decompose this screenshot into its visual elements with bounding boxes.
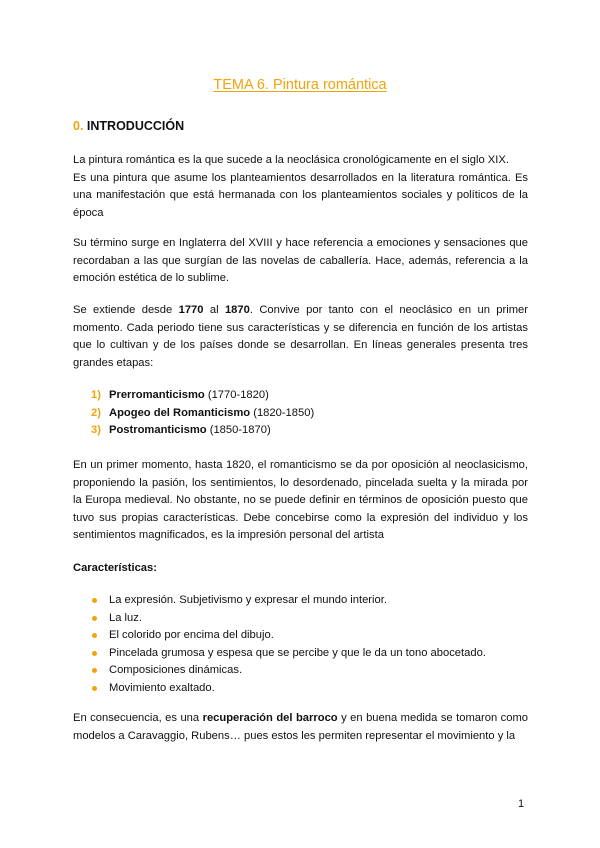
feature-text: La luz. (109, 611, 142, 624)
stage-name: Prerromanticismo (109, 389, 205, 401)
stage-name: Postromanticismo (109, 424, 207, 436)
p3-mid: al (203, 304, 225, 316)
stage-marker: 3) (91, 424, 101, 436)
p5-pre: En consecuencia, es una (73, 712, 203, 724)
features-heading: Características: (73, 562, 157, 574)
p3-end-year: 1870 (224, 304, 250, 316)
paragraph-1-line1: La pintura romántica es la que sucede a la neoclásica cronológicamente en el siglo XIX. (73, 154, 509, 166)
stage-years: (1770-1820) (204, 389, 269, 401)
section-heading (73, 118, 184, 136)
bullet-icon (92, 616, 97, 621)
p5-bold: recuperación del barroco (202, 712, 338, 724)
bullet-icon (92, 598, 97, 603)
feature-text: Pincelada grumosa y espesa que se percibe y que le da un tono abocetado. (109, 646, 486, 659)
feature-text: Movimiento exaltado. (109, 681, 215, 694)
p5-post: y en buena medida se tomaron como modelos a Caravaggio, Rubens… pues estos les permiten representar el movimiento y la (73, 712, 529, 742)
feature-item (91, 627, 486, 645)
stages-list (91, 387, 314, 440)
section-number: 0. (73, 119, 84, 133)
paragraph-5 (73, 710, 528, 745)
bullet-icon (92, 651, 97, 656)
feature-item (91, 610, 486, 628)
stage-item (91, 387, 314, 405)
bullet-icon (92, 633, 97, 638)
feature-text: El colorido por encima del dibujo. (109, 629, 274, 641)
stage-item (91, 422, 314, 440)
paragraph-2: Su término surge en Inglaterra del XVIII y hace referencia a emociones y sensaciones que recordaban a las que surgían de las novelas de caballería. Hace, además, referencia a la emoción estética de lo sublime. (73, 237, 528, 284)
paragraph-3 (73, 302, 528, 372)
p3-start-year: 1770 (178, 304, 204, 316)
p3-pre: Se extiende desde (73, 304, 179, 316)
stage-item (91, 405, 314, 423)
stage-years: (1820-1850) (250, 406, 315, 419)
features-list (91, 592, 486, 697)
document-title: TEMA 6. Pintura romántica (213, 77, 387, 93)
bullet-icon (92, 686, 97, 691)
stage-marker: 1) (91, 389, 101, 401)
feature-text: La expresión. Subjetivismo y expresar el mundo interior. (109, 594, 387, 606)
paragraph-4: En un primer momento, hasta 1820, el romanticismo se da por oposición al neoclasicismo, proponiendo la pasión, los sentimientos, lo desordenado, pincelada suelta y la mirada por la Europa medieval. No obstante, no se puede definir en términos de oposición puesto que tuvo sus propias características. Debe concebirse como la expresión del individuo y los sentimientos magnificados, es la impresión personal del artista (73, 459, 528, 541)
feature-item (91, 645, 486, 663)
feature-item (91, 680, 486, 698)
p3-post: . Convive por tanto con el neoclásico en un primer momento. Cada periodo tiene sus características y se diferencia en función de los artistas que lo cultivan y de los países donde se desarrollan. En líneas generales presenta tres grandes etapas: (73, 304, 528, 369)
page-number: 1 (518, 798, 525, 810)
stage-marker: 2) (91, 406, 101, 419)
stage-years: (1850-1870) (206, 424, 271, 436)
feature-text: Composiciones dinámicas. (109, 664, 243, 676)
section-label: INTRODUCCIÓN (86, 119, 185, 133)
feature-item (91, 662, 486, 680)
paragraph-1-rest: Es una pintura que asume los planteamientos desarrollados en la literatura romántica. Es una manifestación que está hermanada con los planteamientos sociales y políticos de la época (73, 171, 528, 219)
paragraph-1 (73, 152, 528, 222)
bullet-icon (92, 668, 97, 673)
stage-name: Apogeo del Romanticismo (109, 406, 251, 419)
feature-item (91, 592, 486, 610)
